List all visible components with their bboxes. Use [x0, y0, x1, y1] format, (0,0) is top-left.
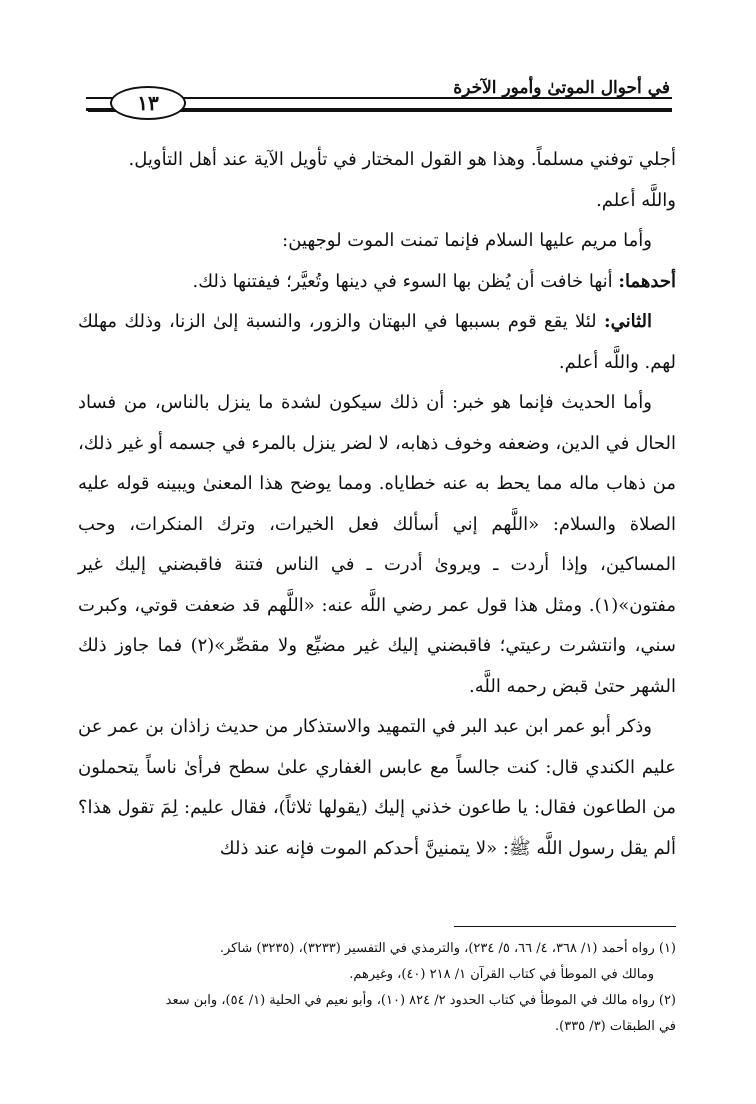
paragraph-1-line-2: واللَّه أعلم. [596, 189, 676, 211]
running-header-title: في أحوال الموتىٰ وأمور الآخرة [453, 78, 670, 98]
footnote-2-line-2: في الطبقات (٣/ ٣٣٥). [555, 1019, 676, 1034]
paragraph-2: وأما مريم عليها السلام فإنما تمنت الموت لوجهين: [282, 230, 652, 251]
paragraph-3-lead: أحدهما: [618, 270, 676, 292]
paragraph-3-text: أنها خافت أن يُظن بها السوء في دينها وتُعيَّر؛ فيفتنها ذلك. [192, 270, 619, 292]
paragraph-5: وأما الحديث فإنما هو خبر: أن ذلك سيكون لشدة ما ينزل بالناس، من فساد الحال في الدين، وضعفه وخوف ذهابه، لا لضر ينزل بالمرء في جسمه أو غير ذلك، من ذهاب ماله مما يحط به عنه خطاياه. ومما يوضح هذا المعنىٰ ويبينه قوله عليه الصلاة والسلام: «اللَّهم إني أسألك فعل الخيرات، وترك المنكرات، وحب المساكين، وإذا أردت ـ ويروىٰ أدرت ـ في الناس فتنة فاقبضني إليك غير مفتون»(١). ومثل هذا قول عمر رضي اللَّه عنه: «اللَّهم قد ضعفت قوتي، وكبرت سني، وانتشرت رعيتي؛ فاقبضني إليك غير مضيِّع ولا مقصِّر»(٢) فما جاوز ذلك الشهر حتىٰ قبض رحمه اللَّه. [78, 392, 676, 697]
main-text [78, 140, 676, 869]
footnotes [78, 936, 676, 1040]
paragraph-3 [78, 262, 676, 303]
footnote-2-line-1: (٢) رواه مالك في الموطأ في كتاب الحدود ٢/ ٨٢٤ (١٠)، وأبو نعيم في الحلية (١/ ٥٤)، وابن سعد [165, 993, 676, 1008]
footnote-separator [454, 926, 676, 927]
paragraph-6: وذكر أبو عمر ابن عبد البر في التمهيد والاستذكار من حديث زاذان بن عمر عن عليم الكندي قال: كنت جالساً مع عابس الغفاري علىٰ سطح فرأىٰ ناساً يتحملون من الطاعون فقال: يا طاعون خذني إليك (يقولها ثلاثاً)، فقال عليم: لِمَ تقول هذا؟ ألم يقل رسول اللَّه ﷺ: «لا يتمنينَّ أحدكم الموت فإنه عند ذلك [78, 716, 676, 859]
paragraph-4 [78, 302, 676, 383]
paragraph-4-lead: الثاني: [603, 311, 652, 332]
paragraph-1-line-1: أجلي توفني مسلماً. وهذا هو القول المختار في تأويل الآية عند أهل التأويل. [128, 149, 676, 170]
footnote-1-line-2: ومالك في الموطأ في كتاب القرآن ١/ ٢١٨ (٤٠)، وغيرهم. [349, 967, 654, 982]
page-number: ١٣ [110, 86, 186, 120]
footnote-1-line-1: (١) رواه أحمد (١/ ٣٦٨، ٤/ ٦٦، ٥/ ٢٣٤)، والترمذي في التفسير (٣٢٣٣)، (٣٢٣٥) شاكر. [219, 941, 676, 956]
header-rule-left [86, 97, 106, 111]
paragraph-4-text: لئلا يقع قوم بسببها في البهتان والزور، والنسبة إلىٰ الزنا، وذلك مهلك لهم. واللَّه أعلم. [78, 311, 676, 373]
